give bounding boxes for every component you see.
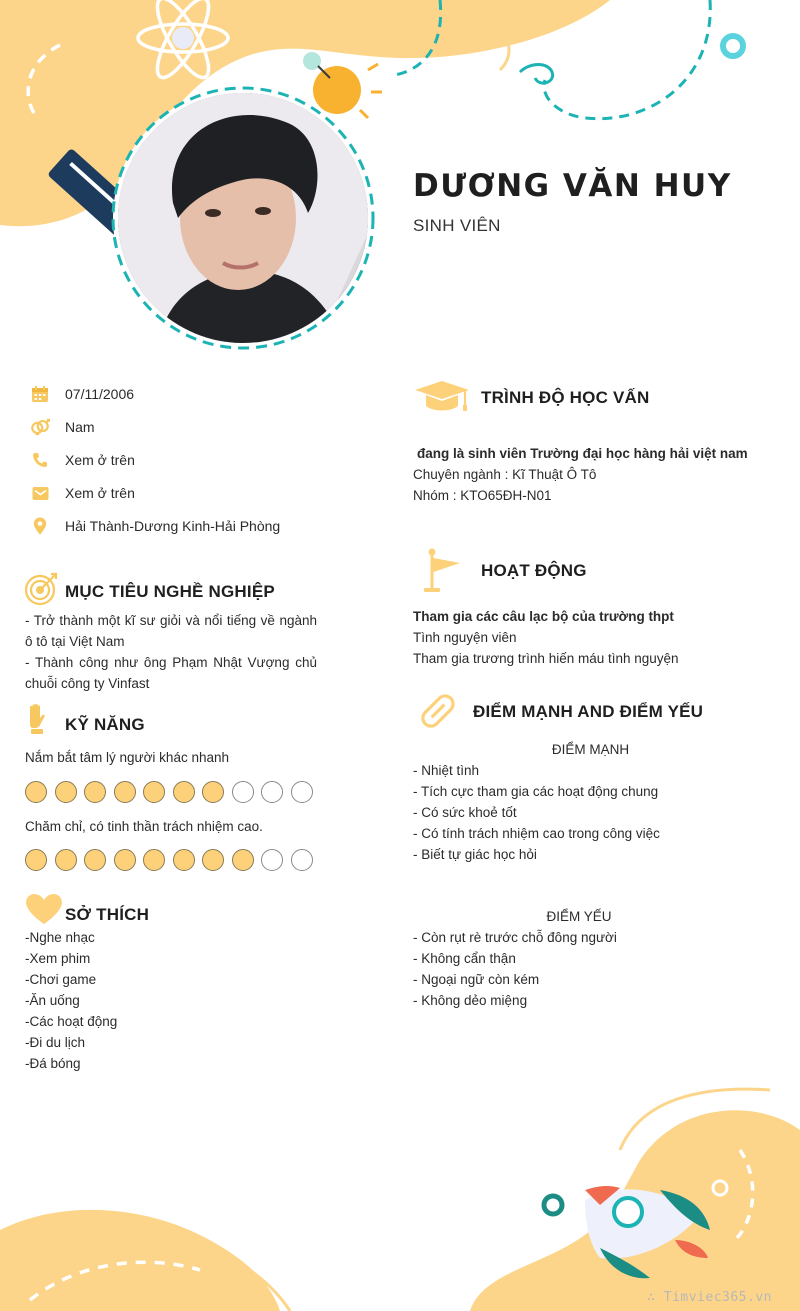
skill-rating	[25, 849, 313, 871]
weakness-item: - Không cẩn thận	[413, 951, 516, 966]
rating-dot-filled	[84, 781, 106, 803]
weaknesses-list	[413, 927, 773, 1011]
activity-line: Tình nguyện viên	[413, 630, 517, 645]
rating-dot-filled	[143, 849, 165, 871]
strength-item: - Biết tự giác học hỏi	[413, 847, 537, 862]
strengths-list	[413, 760, 773, 865]
email-icon	[30, 483, 50, 503]
hobby-item: -Chơi game	[25, 972, 97, 987]
rating-dot-filled	[173, 849, 195, 871]
rating-dot-filled	[84, 849, 106, 871]
info-row-gender	[30, 417, 95, 437]
birthday-text: 07/11/2006	[65, 386, 135, 402]
objective-line: - Trở thành một kĩ sư giỏi và nổi tiếng về ngành ô tô tại Việt Nam	[25, 613, 317, 649]
strength-item: - Có tính trách nhiệm cao trong công việc	[413, 826, 660, 841]
rating-dot-empty	[291, 781, 313, 803]
avatar-photo	[118, 93, 368, 343]
candidate-name: DƯƠNG VĂN HUY	[413, 168, 732, 204]
email-text: Xem ở trên	[65, 485, 135, 501]
hobby-item: -Nghe nhạc	[25, 930, 95, 945]
rating-dot-filled	[114, 781, 136, 803]
hand-icon	[26, 703, 50, 735]
rating-dot-empty	[232, 781, 254, 803]
skill-label: Chăm chỉ, có tinh thần trách nhiệm cao.	[25, 819, 263, 834]
weakness-item: - Ngoại ngữ còn kém	[413, 972, 540, 987]
activity-line: Tham gia trương trình hiến máu tình nguyện	[413, 651, 679, 666]
watermark: ∴ Timviec365.vn	[647, 1290, 772, 1305]
strengths-subtitle: ĐIỂM MẠNH	[551, 742, 630, 757]
phone-text: Xem ở trên	[65, 452, 135, 468]
skill-label: Nắm bắt tâm lý người khác nhanh	[25, 750, 229, 765]
target-icon	[24, 571, 60, 607]
candidate-role: SINH VIÊN	[413, 216, 501, 235]
strength-item: - Tích cực tham gia các hoạt động chung	[413, 784, 659, 799]
hobby-item: -Xem phim	[25, 951, 91, 966]
activities-title: HOẠT ĐỘNG	[481, 561, 587, 580]
avatar	[118, 93, 368, 343]
gender-text: Nam	[65, 419, 95, 435]
rating-dot-filled	[25, 849, 47, 871]
strength-item: - Nhiệt tình	[413, 763, 480, 778]
hobby-item: -Ăn uống	[25, 993, 80, 1008]
rating-dot-filled	[55, 781, 77, 803]
education-group: Nhóm : KTO65ĐH-N01	[413, 488, 552, 503]
heart-icon	[25, 893, 63, 925]
flag-icon	[422, 548, 462, 594]
rating-dot-filled	[202, 849, 224, 871]
info-row-phone	[30, 450, 135, 470]
education-major: Chuyên ngành : Kĩ Thuật Ô Tô	[413, 467, 597, 482]
rating-dot-filled	[55, 849, 77, 871]
objective-line: - Thành công như ông Phạm Nhật Vượng chủ chuỗi công ty Vinfast	[25, 655, 317, 691]
info-row-email	[30, 483, 135, 503]
rating-dot-filled	[202, 781, 224, 803]
strength-item: - Có sức khoẻ tốt	[413, 805, 517, 820]
hobby-item: -Các hoạt động	[25, 1014, 118, 1029]
education-body	[413, 443, 773, 506]
info-row-address	[30, 516, 280, 536]
weakness-item: - Không dẻo miệng	[413, 993, 528, 1008]
activities-body	[413, 606, 773, 669]
hobby-item: -Đi du lịch	[25, 1035, 86, 1050]
info-row-birthday	[30, 384, 134, 404]
location-icon	[30, 516, 50, 536]
objective-body	[25, 610, 317, 694]
hobbies-list	[25, 927, 117, 1074]
activity-heading: Tham gia các câu lạc bộ của trường thpt	[413, 609, 674, 624]
address-text: Hải Thành-Dương Kinh-Hải Phòng	[65, 518, 281, 534]
weakness-item: - Còn rụt rè trước chỗ đông người	[413, 930, 617, 945]
rating-dot-empty	[261, 849, 283, 871]
weaknesses-subtitle: ĐIỂM YẾU	[546, 909, 612, 924]
rating-dot-filled	[25, 781, 47, 803]
gender-icon	[30, 417, 50, 437]
rating-dot-filled	[173, 781, 195, 803]
hobby-item: -Đá bóng	[25, 1056, 81, 1071]
objective-title: MỤC TIÊU NGHỀ NGHIỆP	[65, 582, 275, 601]
rating-dot-filled	[143, 781, 165, 803]
phone-icon	[30, 450, 50, 470]
graduation-cap-icon	[413, 380, 471, 416]
rating-dot-filled	[114, 849, 136, 871]
paperclip-icon	[416, 690, 460, 732]
skills-title: KỸ NĂNG	[65, 715, 145, 734]
rating-dot-empty	[291, 849, 313, 871]
education-title: TRÌNH ĐỘ HỌC VẤN	[481, 388, 650, 407]
rating-dot-filled	[232, 849, 254, 871]
education-school: đang là sinh viên Trường đại học hàng hải việt nam	[417, 446, 748, 461]
calendar-icon	[30, 384, 50, 404]
skill-rating	[25, 781, 313, 803]
strengths-weaknesses-title: ĐIỂM MẠNH AND ĐIỂM YẾU	[473, 702, 704, 721]
rating-dot-empty	[261, 781, 283, 803]
hobbies-title: SỞ THÍCH	[65, 905, 150, 924]
